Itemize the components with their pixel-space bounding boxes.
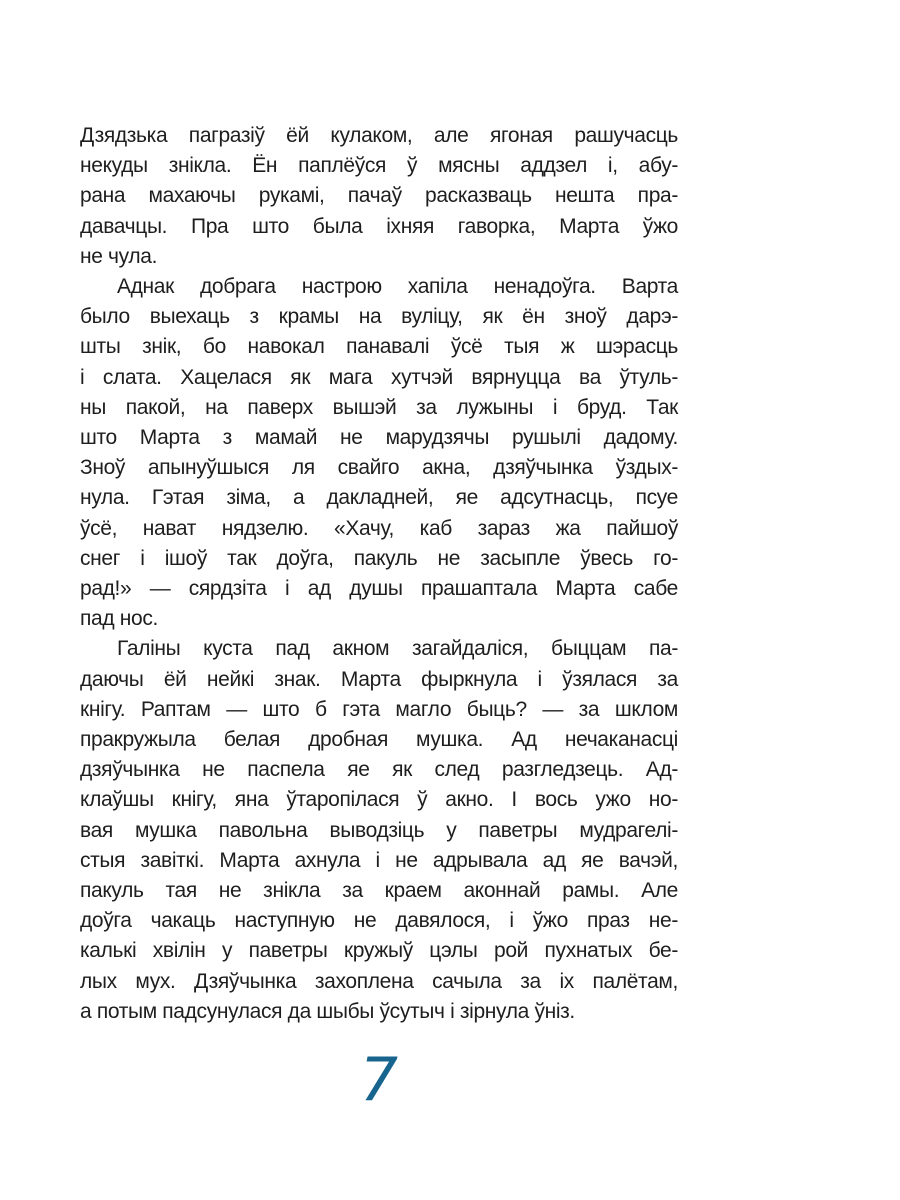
text-line: Дзядзька пагразіў ёй кулаком, але ягоная рашучасць — [80, 124, 678, 147]
text-line: лых мух. Дзяўчынка захоплена сачыла за іх палётам, — [80, 969, 678, 993]
page-number: 7 — [359, 1045, 399, 1115]
text-line: Аднак добрага настрою хапіла ненадоўга. Варта — [117, 275, 678, 299]
paragraph — [80, 634, 678, 1027]
text-line: пад нос. — [80, 607, 158, 631]
text-line: пакуль тая не знікла за краем аконнай рамы. Але — [80, 879, 678, 903]
text-line: рана махаючы рукамі, пачаў расказваць нешта пра- — [80, 184, 678, 208]
text-line: Галіны куста пад акном загайдаліся, быццам па- — [117, 637, 678, 661]
text-line: даючы ёй нейкі знак. Марта фыркнула і ўзялася за — [80, 667, 678, 691]
paragraph — [80, 121, 678, 272]
paragraph — [80, 272, 678, 634]
text-line: было выехаць з крамы на вуліцу, як ён зноў дарэ- — [80, 305, 678, 329]
text-line: давачцы. Пра што была іхняя гаворка, Марта ўжо — [80, 214, 678, 238]
text-line: ны пакой, на паверх вышэй за лужыны і бруд. Так — [80, 395, 678, 419]
text-line: рад!» — сярдзіта і ад душы прашаптала Марта сабе — [80, 577, 678, 601]
text-line: стыя завіткі. Марта ахнула і не адрывала ад яе вачэй, — [80, 848, 678, 872]
text-line: Зноў апынуўшыся ля свайго акна, дзяўчынка ўздых- — [80, 456, 678, 480]
text-line: клаўшы кнігу, яна ўтаропілася ў акно. І вось ужо но- — [80, 788, 678, 812]
text-line: вая мушка павольна выводзіць у паветры мудрагелі- — [80, 818, 678, 842]
text-line: не чула. — [80, 244, 158, 268]
text-line: нула. Гэтая зіма, а дакладней, яе адсутнасць, псуе — [80, 486, 678, 510]
text-line: кнігу. Раптам — што б гэта магло быць? — за шклом — [80, 697, 678, 721]
text-line: пракружыла белая дробная мушка. Ад нечаканасці — [80, 728, 678, 752]
text-line: што Марта з мамай не марудзячы рушылі дадому. — [80, 426, 678, 450]
text-line: некуды знікла. Ён паплёўся ў мясны аддзел і, абу- — [80, 154, 678, 178]
text-line: дзяўчынка не паспела яе як след разгледзець. Ад- — [80, 758, 678, 782]
text-line: снег і ішоў так доўга, пакуль не засыпле ўвесь го- — [80, 546, 678, 570]
text-line: шты знік, бо навокал панавалі ўсё тыя ж шэрасць — [80, 335, 678, 359]
text-line: а потым падсунулася да шыбы ўсутыч і зірнула ўніз. — [80, 999, 575, 1023]
text-line: і слата. Хацелася як мага хутчэй вярнуцца ва ўтуль- — [80, 365, 678, 389]
text-line: доўга чакаць наступную не давялося, і ўжо праз не- — [80, 909, 678, 933]
text-line: калькі хвілін у паветры кружыў цэлы рой пухнатых бе- — [80, 939, 678, 963]
text-line: ўсё, нават нядзелю. «Хачу, каб зараз жа пайшоў — [80, 516, 678, 540]
text-block — [80, 121, 678, 1027]
